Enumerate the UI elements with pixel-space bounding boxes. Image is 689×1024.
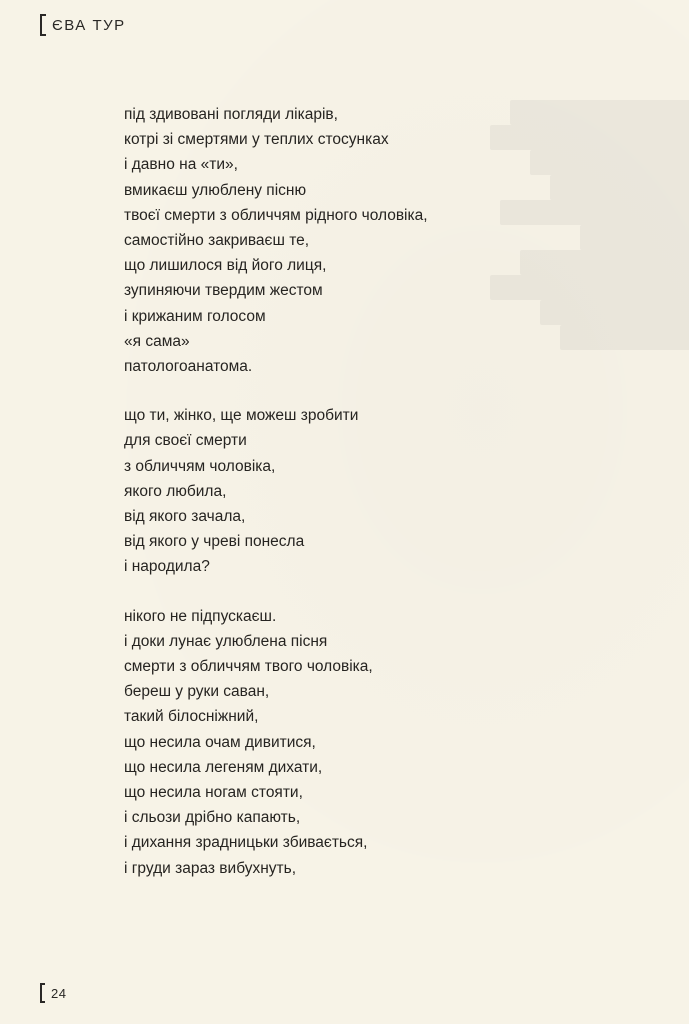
page-footer	[40, 983, 66, 1003]
poem-line: з обличчям чоловіка,	[124, 457, 276, 475]
poem-line: і сльози дрібно капають,	[124, 809, 301, 827]
poem-line: і народила?	[124, 558, 210, 576]
poem-line: зупиняючи твердим жестом	[124, 282, 323, 300]
poem-line: смерти з обличчям твого чоловіка,	[124, 658, 373, 676]
poem-line: що несила очам дивитися,	[124, 733, 316, 751]
poem-line: для своєї смерти	[124, 432, 247, 450]
poem-line: і дихання зрадницьки збивається,	[124, 834, 368, 852]
poem-line: якого любила,	[124, 482, 227, 500]
poem-line: під здивовані погляди лікарів,	[124, 106, 338, 123]
poem-line: вмикаєш улюблену пісню	[124, 181, 307, 199]
poem-line: самостійно закриваєш те,	[124, 232, 310, 250]
poem-line: береш у руки саван,	[124, 683, 270, 701]
stanza-3	[124, 604, 544, 881]
poem-line: твоєї смерти з обличчям рідного чоловіка,	[124, 206, 428, 224]
poem-line: що ти, жінко, ще можеш зробити	[124, 407, 359, 425]
stanza-2	[124, 403, 544, 579]
poem-line: і доки лунає улюблена пісня	[124, 632, 328, 650]
poem-line: від якого зачала,	[124, 508, 246, 526]
stanza-1	[124, 102, 544, 379]
poem-line: такий білосніжний,	[124, 708, 259, 726]
author-name: ЄВА ТУР	[52, 16, 126, 34]
footer-bracket-mark	[40, 983, 45, 1003]
header-bracket-mark	[40, 14, 46, 36]
poem-line: і давно на «ти»,	[124, 156, 238, 174]
poem-line: що несила легеням дихати,	[124, 758, 323, 776]
poem-line: що лишилося від його лиця,	[124, 257, 327, 275]
poem-line: «я сама»	[124, 332, 190, 350]
poem-line: і крижаним голосом	[124, 307, 266, 325]
poem-body	[124, 102, 544, 905]
poem-line: нікого не підпускаєш.	[124, 607, 277, 625]
poem-line: патологоанатома.	[124, 358, 253, 376]
poem-line: що несила ногам стояти,	[124, 784, 303, 802]
poem-line: від якого у чреві понесла	[124, 533, 305, 551]
page-number: 24	[51, 985, 67, 1001]
poem-line: котрі зі смертями у теплих стосунках	[124, 131, 389, 149]
poem-line: і груди зараз вибухнуть,	[124, 859, 297, 877]
running-header	[40, 14, 126, 36]
